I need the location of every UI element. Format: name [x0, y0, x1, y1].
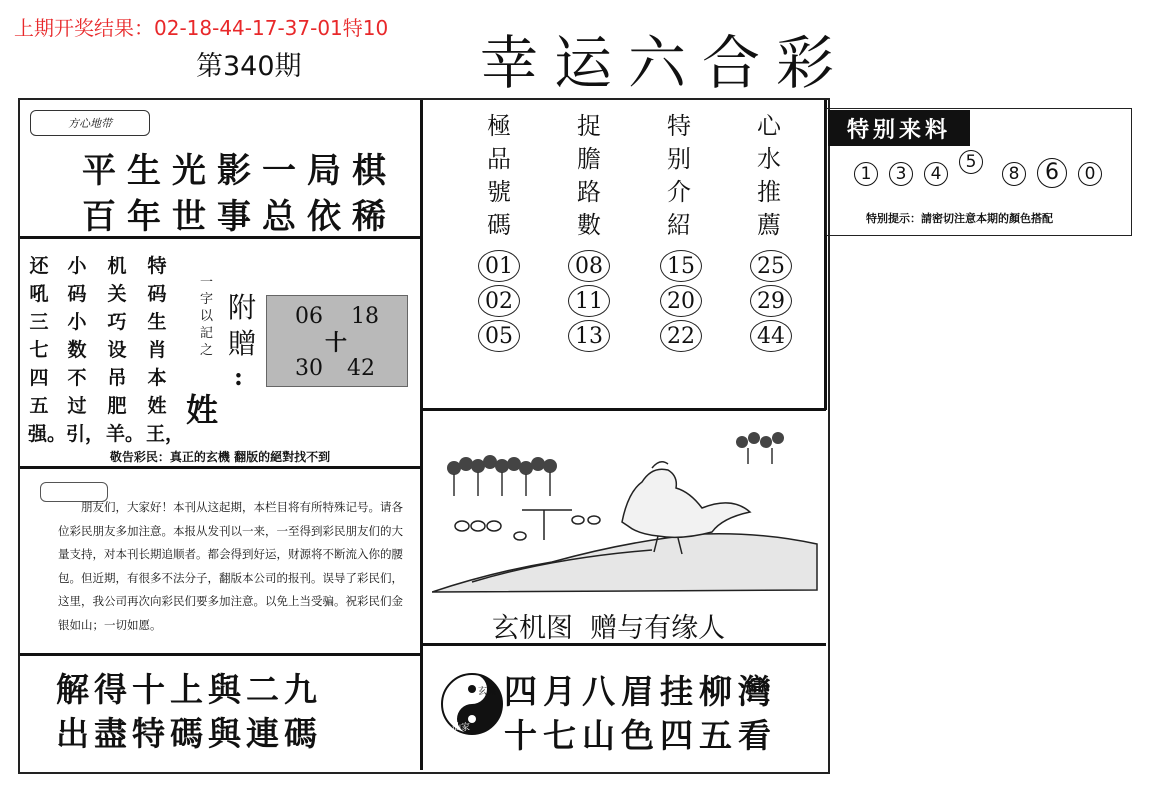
special-digit: 0: [1078, 162, 1102, 186]
number-ball: 15: [660, 250, 702, 282]
gift-number-2: 18: [351, 304, 379, 329]
number-ball: 02: [478, 285, 520, 317]
special-digits: [854, 152, 1106, 188]
riddle-line-1: 解得十上與二九: [56, 670, 322, 709]
special-digit: 8: [1002, 162, 1026, 186]
number-ball: 13: [568, 320, 610, 352]
poem-top: [82, 148, 397, 240]
rooster-illustration: [432, 422, 822, 602]
yinyang-icon: [440, 668, 504, 740]
notice-paragraph: 朋友们，大家好！本刊从这起期，本栏目将有所特殊记号。请各位彩民朋友多加注意。本报从发刊以一来，一至得到彩民朋友们的大量支持，对本刊长期追顺者。都会得到好运，财源将不断流入你的腰包。但近期，有很多不法分子，翻版本公司的报刊。误导了彩民们，这里，我公司再次向彩民们要多加注意。以免上当受骗。祝彩民们金银如山；一切如愿。: [58, 500, 403, 632]
riddle-line-2: 出盡特碼與連碼: [56, 714, 322, 753]
poem-line-2: 百年世事总依稀: [82, 197, 397, 237]
gift-symbol: 十: [325, 330, 348, 356]
number-ball: 11: [568, 285, 610, 317]
number-ball: 08: [568, 250, 610, 282]
special-tip: 特别提示：請密切注意本期的顏色搭配: [866, 212, 1053, 225]
special-digit: 5: [959, 150, 983, 174]
issue-number: 第340期: [196, 51, 302, 82]
yinyang-label-1: 玄機: [478, 687, 497, 697]
number-ball: 01: [478, 250, 520, 282]
special-heading: 特别来料: [828, 110, 970, 146]
number-ball: 44: [750, 320, 792, 352]
verse-column-3: 小码小数不过引，: [66, 255, 105, 445]
one-word-note: 一字以記之: [200, 275, 214, 358]
divider-left-2: [20, 466, 422, 469]
colon-mark: :: [234, 362, 243, 391]
divider-vertical-left: [420, 100, 423, 770]
attached-label: 附贈: [228, 291, 257, 360]
gift-number-1: 06: [295, 304, 323, 329]
header-column-3: 特别介紹: [667, 112, 691, 239]
special-digit: 1: [854, 162, 878, 186]
picture-caption: 玄机图 赠与有缘人: [492, 613, 726, 644]
surname-label: 姓: [186, 391, 219, 429]
yinyang-label-2: 仙家: [452, 723, 471, 733]
poem-bottom-center: [504, 670, 777, 758]
previous-result: 上期开奖结果：02-18-44-17-37-01特10: [14, 16, 389, 40]
number-ball: 05: [478, 320, 520, 352]
number-ball: 22: [660, 320, 702, 352]
number-ball: 29: [750, 285, 792, 317]
gift-numbers-box: [266, 295, 408, 387]
section-tag: 方心地带: [30, 110, 150, 136]
bottom-poem-line-1: 四月八眉挂柳灣: [504, 672, 777, 711]
poem-line-1: 平生光影一局棋: [82, 151, 397, 191]
bottom-poem-line-2: 十七山色四五看: [504, 716, 777, 755]
header-column-2: 捉膽路數: [577, 112, 601, 239]
special-digit: 4: [924, 162, 948, 186]
divider-center-1: [420, 408, 826, 411]
riddle-bottom-left: [56, 668, 322, 756]
warning-text: 敬告彩民：真正的玄機 翻版的絕對找不到: [109, 450, 331, 464]
number-ball: 25: [750, 250, 792, 282]
header-column-4: 心水推薦: [757, 112, 781, 239]
page-title: 幸运六合彩: [480, 29, 851, 97]
header-column-1: 極品號碼: [487, 112, 511, 239]
verse-column-4: 还吼三七四五强。: [28, 255, 67, 445]
divider-left-3: [20, 653, 422, 656]
gift-number-4: 42: [347, 356, 375, 381]
verse-column-2: 机关巧设吊肥羊。: [106, 255, 145, 445]
special-digit: 3: [889, 162, 913, 186]
special-digit: 6: [1037, 158, 1067, 188]
number-ball: 20: [660, 285, 702, 317]
verse-column-1: 特码生肖本姓王，: [146, 255, 185, 445]
gift-number-3: 30: [295, 356, 323, 381]
